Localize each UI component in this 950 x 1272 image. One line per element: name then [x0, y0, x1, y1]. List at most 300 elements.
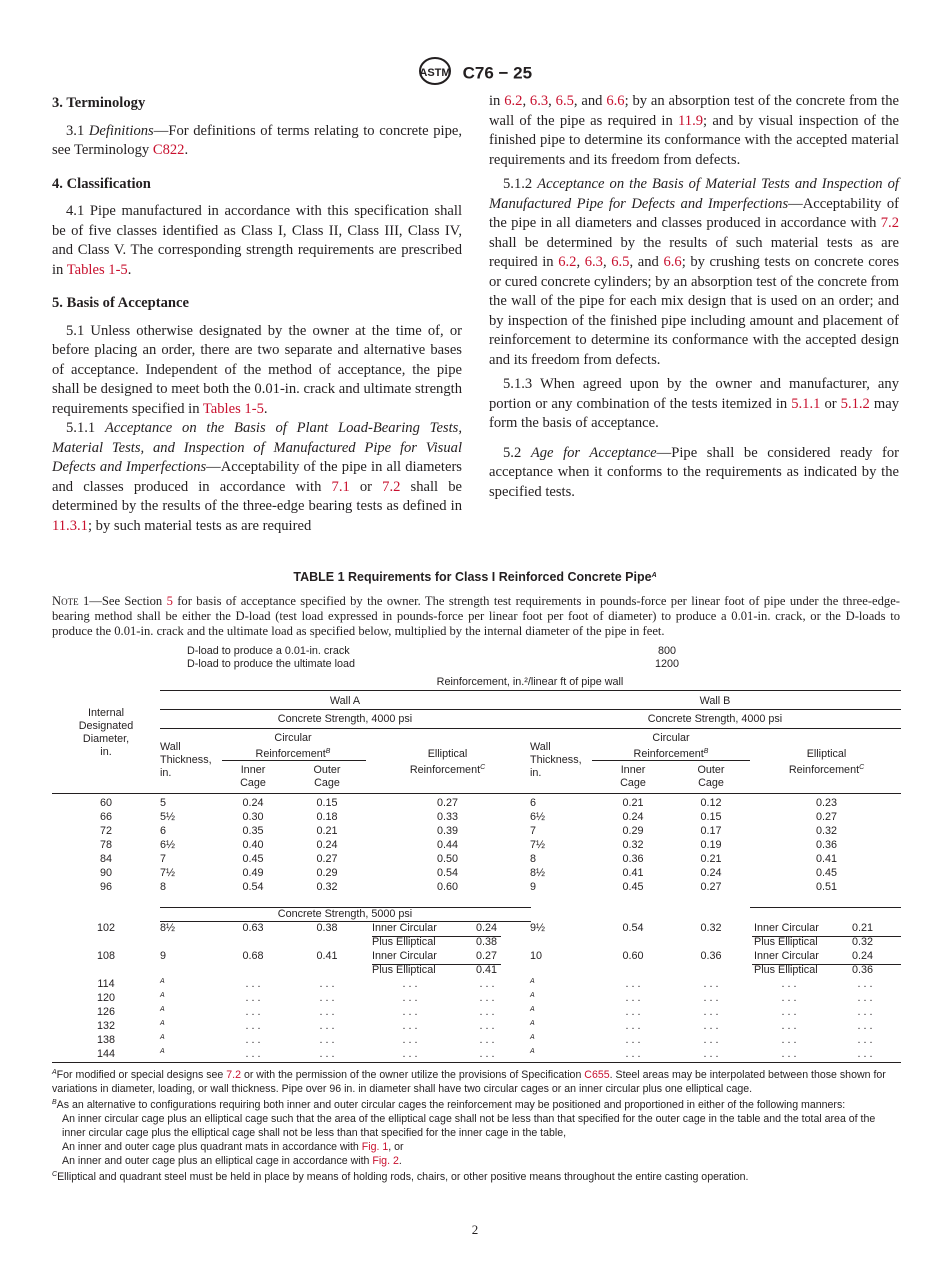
footnote-mark: B: [703, 748, 709, 755]
wall-b-elliptical-label: Plus Elliptical: [754, 964, 818, 976]
wall-b-outer-cage-cell: 0.17: [700, 825, 722, 837]
link-6-2[interactable]: 6.2: [558, 254, 577, 270]
diameter-cell: 66: [99, 811, 112, 823]
diameter-cell: 120: [96, 992, 115, 1004]
wall-b-elliptical-value: 0.21: [852, 922, 874, 934]
wall-a-strength-5000-header: Concrete Strength, 5000 psi: [277, 908, 413, 920]
paragraph-5-1: [52, 322, 462, 420]
wall-a-elliptical-cell: 0.50: [436, 853, 458, 865]
header-text: Internal: [87, 707, 124, 719]
header-text: Inner: [240, 764, 266, 776]
section-3-heading: 3. Terminology: [52, 95, 146, 111]
dload-crack-label: D-load to produce a 0.01-in. crack: [187, 645, 350, 657]
wall-b-inner-cage-cell: 0.21: [622, 797, 644, 809]
empty-cell: . . .: [245, 1034, 261, 1046]
rule: [222, 760, 366, 761]
header-text: Cage: [240, 777, 266, 789]
link-7-2[interactable]: 7.2: [880, 215, 899, 231]
wall-b-thickness-cell: 7: [530, 825, 537, 837]
term: Definitions: [88, 122, 154, 139]
empty-cell: . . .: [402, 978, 418, 990]
empty-cell: . . .: [625, 978, 641, 990]
wall-b-thickness-cell: 6½: [530, 811, 546, 823]
empty-cell: . . .: [245, 978, 261, 990]
diameter-cell: 144: [96, 1048, 115, 1060]
wall-a-elliptical-cell: 0.39: [436, 825, 458, 837]
diameter-cell: 132: [96, 1020, 115, 1032]
header-text: Circular: [652, 732, 690, 744]
wall-b-elliptical-cell: 0.23: [815, 797, 837, 809]
link-fig-2[interactable]: Fig. 2: [372, 1155, 399, 1167]
footnote-text: Elliptical and quadrant steel must be held in place by means of holding rods, chairs, or other positive means throughout the entire casting operation.: [57, 1171, 749, 1183]
header-text: Thickness,: [160, 754, 212, 766]
empty-cell: . . .: [703, 992, 719, 1004]
footnote-mark: B: [52, 1099, 57, 1106]
wall-b-outer-cage-cell: 0.15: [700, 811, 722, 823]
empty-cell: . . .: [479, 992, 495, 1004]
footnote-b: [52, 1096, 900, 1112]
para-text: 5.1.3 When agreed upon by the owner and manufacturer, any portion or any combination of the tests itemized in: [489, 376, 899, 412]
empty-cell: . . .: [625, 1048, 641, 1060]
wall-b-elliptical-cell: 0.36: [815, 839, 837, 851]
header-text: Inner: [620, 764, 646, 776]
wall-a-header: Wall A: [329, 695, 361, 707]
diameter-cell: 90: [99, 867, 112, 879]
wall-b-inner-cage-cell: 0.36: [622, 853, 644, 865]
wall-a-thickness-header: [160, 741, 212, 780]
footnote-mark: C: [859, 764, 865, 771]
wall-a-elliptical-value: 0.41: [476, 964, 498, 976]
para-text: .: [127, 261, 132, 278]
paragraph-5-1-1-continued: in 6.2, 6.3, 6.5, and 6.6; by an absorption test of the concrete from the wall of the pipe as required in 11.9; and by visual inspection of the finished pipe to determine its conformance with the accepted material requirements and its freedom from defects.: [489, 93, 899, 168]
paragraph-5-1-1: [52, 419, 462, 536]
wall-b-inner-cage-cell: 0.60: [622, 950, 644, 962]
wall-b-thickness-cell: 6: [530, 797, 537, 809]
empty-cell: . . .: [402, 1020, 418, 1032]
wall-b-elliptical-header: [764, 748, 889, 777]
header-text: Circular: [274, 732, 312, 744]
empty-cell: . . .: [245, 992, 261, 1004]
wall-b-elliptical-value: 0.24: [852, 950, 874, 962]
header-text: Diameter,: [82, 733, 130, 745]
wall-a-elliptical-cell: 0.27: [436, 797, 458, 809]
wall-a-outer-cage-cell: 0.15: [316, 797, 338, 809]
empty-cell: . . .: [703, 978, 719, 990]
header-text: Cage: [698, 777, 724, 789]
header-text: Cage: [620, 777, 646, 789]
footnote-mark: C: [480, 764, 486, 771]
wall-a-elliptical-label: Inner Circular: [372, 922, 437, 934]
footnote-mark: A: [530, 992, 535, 999]
header-text: Wall: [160, 741, 181, 753]
wall-a-inner-cage-cell: 0.54: [242, 881, 264, 893]
para-text: ; and by visual inspection of the finished pipe to determine its conformance with the accepted material requirements and its freedom from defects.: [489, 112, 899, 168]
wall-a-thickness-cell: 7½: [160, 867, 176, 879]
wall-a-elliptical-value: 0.27: [476, 950, 498, 962]
footnote-text: An inner and outer cage plus an elliptical cage in accordance with: [62, 1155, 373, 1167]
para-text: or: [349, 478, 383, 495]
link-6-6[interactable]: 6.6: [663, 254, 682, 270]
wall-b-thickness-cell: 8: [530, 853, 537, 865]
wall-b-outer-cage-cell: 0.12: [700, 797, 722, 809]
wall-a-inner-cage-cell: 0.68: [242, 950, 264, 962]
para-number: 5.2: [503, 444, 531, 461]
wall-b-outer-cage-cell: 0.27: [700, 881, 722, 893]
wall-b-thickness-cell: 7½: [530, 839, 546, 851]
wall-a-elliptical-value: 0.38: [476, 936, 498, 948]
empty-cell: . . .: [479, 978, 495, 990]
wall-a-outer-cage-cell: 0.38: [316, 922, 338, 934]
document-code: C76 − 25: [462, 63, 533, 83]
para-text: in: [489, 93, 505, 109]
header-text: Outer: [697, 764, 725, 776]
para-text: 4.1 Pipe manufactured in accordance with this specification shall be of five classes identified as Class I, Class II, Class III, Class IV, and Class V. The corresponding strength requirements are prescribed in: [52, 203, 462, 278]
empty-cell: . . .: [625, 1006, 641, 1018]
diameter-cell: 102: [96, 922, 115, 934]
empty-cell: . . .: [781, 1006, 797, 1018]
wall-b-outer-cage-cell: 0.24: [700, 867, 722, 879]
footnote-mark: A: [160, 1048, 165, 1055]
empty-cell: . . .: [625, 992, 641, 1004]
footnote-mark: B: [325, 748, 331, 755]
para-text: ; by such material tests as are required: [87, 517, 312, 534]
empty-cell: . . .: [781, 1020, 797, 1032]
link-section-5[interactable]: 5: [166, 594, 173, 608]
footnote-mark: A: [530, 1034, 535, 1041]
footnote-b-item-1: An inner circular cage plus an elliptical cage such that the area of the elliptical cage shall not be less than that specified for the outer cage in the table and the total area of the inner circular cage plus the elliptical cage shall not be less than that specified for the inner cage in the table,: [62, 1113, 876, 1139]
wall-a-thickness-cell: 5: [160, 797, 167, 809]
wall-b-header: Wall B: [699, 695, 731, 707]
header-text: Reinforcement: [633, 748, 704, 760]
footnote-mark: A: [530, 1020, 535, 1027]
footnote-mark: A: [160, 978, 165, 985]
para-text: ; by an absorption test of the concrete from the wall of the pipe as required in: [489, 93, 899, 129]
footnote-mark: A: [160, 1006, 165, 1013]
para-number: 3.1: [66, 122, 89, 139]
diameter-header: [52, 707, 160, 759]
wall-b-outer-cage-cell: 0.19: [700, 839, 722, 851]
para-title: Acceptance on the Basis of Material Tests and Inspection of Manufactured Pipe for Defects and Imperfections: [489, 176, 899, 212]
diameter-cell: 126: [96, 1006, 115, 1018]
empty-cell: . . .: [245, 1020, 261, 1032]
empty-cell: . . .: [402, 1006, 418, 1018]
rule: [752, 964, 901, 965]
footnote-text: As an alternative to configurations requiring both inner and outer circular cages the reinforcement may be positioned and proportioned in either of the following manners:: [56, 1099, 846, 1111]
header-text: Reinforcement: [255, 748, 326, 760]
footnote-mark: A: [160, 1034, 165, 1041]
astm-logo-icon: [418, 56, 452, 91]
link-5-1-1[interactable]: 5.1.1: [791, 395, 821, 412]
diameter-cell: 138: [96, 1034, 115, 1046]
wall-b-elliptical-cell: 0.27: [815, 811, 837, 823]
wall-b-inner-cage-header: [608, 764, 658, 790]
wall-a-circular-header: [218, 732, 368, 761]
page-header: [0, 56, 950, 91]
empty-cell: . . .: [625, 1034, 641, 1046]
empty-cell: . . .: [857, 1006, 873, 1018]
footnote-mark: A: [52, 1069, 57, 1076]
empty-cell: . . .: [402, 992, 418, 1004]
header-text: in.: [160, 767, 172, 779]
dload-crack-value: 800: [657, 645, 676, 657]
empty-cell: . . .: [479, 1048, 495, 1060]
para-text: —Pipe shall be considered ready for acceptance when it conforms to the requirements as indicated by the specified tests.: [489, 444, 900, 500]
empty-cell: . . .: [703, 1048, 719, 1060]
rule: [372, 964, 501, 965]
wall-a-inner-cage-header: [228, 764, 278, 790]
paragraph-5-2: [489, 444, 899, 503]
table-footnotes: [52, 1066, 900, 1184]
header-text: in.: [530, 767, 542, 779]
paragraph-3-1: [52, 122, 462, 161]
rule: [592, 760, 750, 761]
header-text: Reinforcement: [409, 764, 481, 776]
header-text: in.: [100, 746, 112, 758]
para-text: .: [263, 400, 268, 417]
empty-cell: . . .: [703, 1006, 719, 1018]
para-text: ; by crushing tests on concrete cores or cured concrete cylinders; by an absorption test of the concrete from the wall of the pipe for each mix design that is used on an order; and by inspection of the finished pipe including amount and placement of reinforcement to determine its conformance with the accepted design and its freedom from defects.: [489, 254, 900, 368]
link-c822[interactable]: C822: [152, 142, 185, 158]
para-title: Acceptance on the Basis of Plant Load-Bearing Tests, Material Tests, and Inspection of Manufactured Pipe for Visual Defects and Imperfections: [52, 420, 462, 475]
wall-a-thickness-cell: 6½: [160, 839, 176, 851]
para-text: —For definitions of terms relating to concrete pipe, see Terminology: [52, 122, 462, 158]
wall-b-thickness-header: [530, 741, 582, 780]
para-text: —Acceptability of the pipe in all diameters and classes produced in accordance with: [52, 459, 462, 495]
table-title: [0, 570, 950, 584]
wall-a-elliptical-label: Inner Circular: [372, 950, 437, 962]
link-fig-1[interactable]: Fig. 1: [361, 1141, 389, 1153]
wall-a-elliptical-cell: 0.54: [436, 867, 458, 879]
link-6-2[interactable]: 6.2: [504, 93, 523, 109]
empty-cell: . . .: [781, 1034, 797, 1046]
empty-cell: . . .: [319, 978, 335, 990]
wall-a-elliptical-cell: 0.44: [436, 839, 458, 851]
wall-b-thickness-cell: 9: [530, 881, 537, 893]
wall-a-thickness-cell: 5½: [160, 811, 176, 823]
link-6-6[interactable]: 6.6: [606, 93, 625, 109]
link-7-1[interactable]: 7.1: [331, 478, 350, 495]
rule: [160, 709, 901, 710]
footnote-mark: A: [160, 992, 165, 999]
rule: [52, 793, 901, 794]
empty-cell: . . .: [781, 992, 797, 1004]
wall-b-elliptical-value: 0.32: [852, 936, 874, 948]
footnote-text: An inner and outer cage plus quadrant mats in accordance with: [62, 1141, 362, 1153]
para-text: 5.1 Unless otherwise designated by the owner at the time of, or before placing an order, there are two separate and alternative bases of acceptance. Independent of the method of acceptance, the pipe shall be designed to meet both the 0.01-in. crack and ultimate strength requirements specified in: [52, 322, 462, 417]
wall-a-inner-cage-cell: 0.63: [242, 922, 264, 934]
rule: [160, 728, 901, 729]
wall-a-outer-cage-cell: 0.41: [316, 950, 338, 962]
para-text: or: [820, 395, 841, 412]
footnote-c: [52, 1168, 900, 1184]
wall-b-strength-header: Concrete Strength, 4000 psi: [647, 713, 783, 725]
diameter-cell: 84: [99, 853, 112, 865]
wall-a-elliptical-label: Plus Elliptical: [372, 964, 436, 976]
empty-cell: . . .: [703, 1020, 719, 1032]
link-tables[interactable]: Tables 1-5: [202, 400, 264, 417]
wall-b-inner-cage-cell: 0.54: [622, 922, 644, 934]
diameter-cell: 108: [96, 950, 115, 962]
para-text: —Acceptability of the pipe in all diameters and classes produced in accordance with: [489, 195, 899, 231]
diameter-cell: 114: [97, 978, 115, 990]
empty-cell: . . .: [319, 1034, 335, 1046]
empty-cell: . . .: [857, 1020, 873, 1032]
wall-a-outer-cage-cell: 0.27: [316, 853, 338, 865]
wall-a-inner-cage-cell: 0.49: [242, 867, 264, 879]
footnote-text: or with the permission of the owner utilize the provisions of Specification: [241, 1069, 585, 1081]
wall-b-outer-cage-cell: 0.36: [700, 950, 722, 962]
wall-a-inner-cage-cell: 0.40: [242, 839, 264, 851]
left-column: [52, 92, 462, 536]
table-note: [52, 594, 900, 639]
wall-b-inner-cage-cell: 0.24: [622, 811, 644, 823]
footnote-mark: C: [52, 1171, 58, 1178]
wall-a-thickness-cell: 9: [160, 950, 167, 962]
footnote-text: .: [398, 1155, 402, 1167]
paragraph-5-1-3: [489, 375, 899, 434]
wall-a-inner-cage-cell: 0.35: [242, 825, 264, 837]
header-text: Wall: [530, 741, 551, 753]
note-text: for basis of acceptance specified by the owner. The strength test requirements in pounds-force per linear foot of pipe under the three-edge-bearing method shall be either the D-load (test load expressed in pounds-force per linear foot per foot of diameter) to produce a 0.01-in. crack, or the D-loads to produce the 0.01-in. crack and the ultimate load as specified below, multiplied by the internal diameter of the pipe in feet.: [52, 594, 900, 638]
note-text: —See Section: [89, 594, 167, 608]
empty-cell: . . .: [402, 1034, 418, 1046]
empty-cell: . . .: [625, 1020, 641, 1032]
wall-b-elliptical-cell: 0.32: [815, 825, 837, 837]
link-6-3[interactable]: 6.3: [584, 254, 603, 270]
wall-a-outer-cage-cell: 0.21: [316, 825, 338, 837]
empty-cell: . . .: [479, 1020, 495, 1032]
header-text: Outer: [313, 764, 341, 776]
note-label: Note 1: [52, 594, 90, 608]
wall-b-inner-cage-cell: 0.29: [622, 825, 644, 837]
term: Age for Acceptance: [530, 444, 657, 461]
section-4-heading: 4. Classification: [52, 175, 151, 192]
wall-a-outer-cage-cell: 0.18: [316, 811, 338, 823]
diameter-cell: 72: [99, 825, 112, 837]
link-7-2[interactable]: 7.2: [226, 1069, 241, 1081]
empty-cell: . . .: [781, 978, 797, 990]
para-text: shall be determined by the results of the three-edge bearing tests as defined in: [52, 478, 462, 514]
page-number: 2: [471, 1222, 479, 1237]
rule: [372, 936, 501, 937]
link-6-3[interactable]: 6.3: [529, 93, 549, 109]
wall-a-strength-header: Concrete Strength, 4000 psi: [277, 713, 413, 725]
wall-a-inner-cage-cell: 0.24: [242, 797, 264, 809]
wall-b-outer-cage-header: [686, 764, 736, 790]
empty-cell: . . .: [319, 1048, 335, 1060]
wall-a-inner-cage-cell: 0.45: [242, 853, 264, 865]
wall-a-inner-cage-cell: 0.30: [242, 811, 264, 823]
footnote-mark: A: [530, 978, 535, 985]
empty-cell: . . .: [245, 1006, 261, 1018]
para-number: 5.1.1: [66, 420, 105, 436]
wall-b-inner-cage-cell: 0.32: [622, 839, 644, 851]
wall-a-outer-cage-cell: 0.29: [316, 867, 338, 879]
footnote-mark: A: [530, 1006, 535, 1013]
wall-b-thickness-cell: 10: [530, 950, 543, 962]
header-text: Elliptical: [806, 748, 847, 760]
right-column: [489, 92, 899, 502]
svg-text:ASTM: ASTM: [419, 67, 451, 79]
empty-cell: . . .: [479, 1006, 495, 1018]
wall-b-inner-cage-cell: 0.41: [622, 867, 644, 879]
wall-a-elliptical-cell: 0.33: [436, 811, 458, 823]
empty-cell: . . .: [245, 1048, 261, 1060]
para-text: shall be determined by the results of such material tests as are required in: [489, 234, 899, 270]
rule: [752, 936, 901, 937]
link-7-2[interactable]: 7.2: [382, 478, 401, 495]
wall-b-inner-cage-cell: 0.45: [622, 881, 644, 893]
header-text: Thickness,: [530, 754, 582, 766]
footnote-a: [52, 1066, 900, 1096]
reinforcement-header: Reinforcement, in.²/linear ft of pipe wall: [436, 676, 624, 688]
wall-b-outer-cage-cell: 0.32: [700, 922, 722, 934]
wall-a-thickness-cell: 6: [160, 825, 167, 837]
empty-cell: . . .: [319, 1006, 335, 1018]
link-11-3-1[interactable]: 11.3.1: [52, 517, 88, 534]
wall-a-outer-cage-cell: 0.32: [316, 881, 338, 893]
wall-b-outer-cage-cell: 0.21: [700, 853, 722, 865]
rule: [160, 690, 901, 691]
wall-b-circular-header: [596, 732, 746, 761]
wall-b-thickness-cell: 9½: [530, 922, 546, 934]
footnote-b-item-2: [52, 1140, 900, 1154]
link-c655[interactable]: C655: [584, 1069, 610, 1081]
wall-b-thickness-cell: 8½: [530, 867, 546, 879]
footnote-b-item-3: [52, 1154, 900, 1168]
diameter-cell: 96: [99, 881, 112, 893]
para-text: may form the basis of acceptance.: [489, 395, 899, 431]
empty-cell: . . .: [319, 992, 335, 1004]
wall-a-thickness-cell: 8½: [160, 922, 176, 934]
paragraph-5-1-2: 5.1.2 Acceptance on the Basis of Material Tests and Inspection of Manufactured Pipe for Defects and Imperfections—Acceptability of the pipe in all diameters and classes produced in accordance with 7.2 shall be determined by the results of such material tests as are required in 6.2, 6.3, 6.5, and 6.6; by crushing tests on concrete cores or cured concrete cylinders; by an absorption test of the concrete from the wall of the pipe for each mix design that is used on an order; and by inspection of the finished pipe including amount and placement of reinforcement to determine its conformance with the accepted design and its freedom from defects.: [489, 176, 900, 368]
footnote-text: For modified or special designs see: [56, 1069, 227, 1081]
empty-cell: . . .: [703, 1034, 719, 1046]
dload-crack-row: [187, 645, 707, 657]
rule: [52, 1062, 901, 1063]
link-6-5[interactable]: 6.5: [555, 93, 574, 109]
empty-cell: . . .: [319, 1020, 335, 1032]
link-11-9[interactable]: 11.9: [678, 112, 704, 129]
wall-a-elliptical-cell: 0.60: [436, 881, 458, 893]
wall-b-elliptical-cell: 0.41: [815, 853, 837, 865]
footnote-text: , or: [388, 1141, 404, 1153]
wall-a-elliptical-header: [385, 748, 510, 777]
empty-cell: . . .: [781, 1048, 797, 1060]
wall-a-thickness-cell: 7: [160, 853, 167, 865]
dload-ultimate-label: D-load to produce the ultimate load: [187, 658, 356, 670]
empty-cell: . . .: [857, 992, 873, 1004]
wall-a-outer-cage-cell: 0.24: [316, 839, 338, 851]
header-text: Elliptical: [427, 748, 468, 760]
wall-b-elliptical-cell: 0.45: [815, 867, 837, 879]
footnote-mark: A: [530, 1048, 535, 1055]
link-6-5[interactable]: 6.5: [611, 254, 630, 270]
table-title-text: TABLE 1 Requirements for Class I Reinforced Concrete Pipe: [293, 570, 652, 584]
para-text: .: [184, 142, 189, 158]
link-tables[interactable]: Tables 1-5: [66, 261, 128, 278]
link-5-1-2[interactable]: 5.1.2: [840, 395, 870, 412]
section-5-heading: 5. Basis of Acceptance: [52, 295, 190, 311]
table-title-footnote-mark: A: [651, 572, 657, 579]
wall-b-elliptical-label: Plus Elliptical: [754, 936, 818, 948]
header-text: Reinforcement: [788, 764, 860, 776]
empty-cell: . . .: [402, 1048, 418, 1060]
footnote-text: . Steel areas may be interpolated between those shown for variations in diameter, loading, or wall thickness. Pipe over 96 in. in diameter shall have two circular cages or an inner circular plus one elliptical cage.: [52, 1069, 886, 1095]
footnote-mark: A: [160, 1020, 165, 1027]
diameter-cell: 60: [99, 797, 112, 809]
para-number: 5.1.2: [503, 176, 538, 192]
